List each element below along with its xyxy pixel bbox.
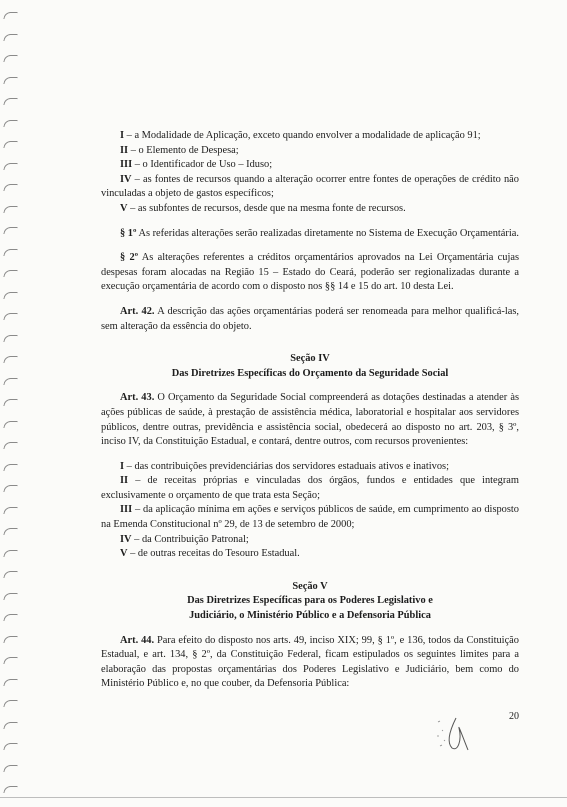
binding-ring-mark <box>3 743 17 750</box>
page-number: 20 <box>509 711 519 722</box>
list-item: II – o Elemento de Despesa; <box>120 144 239 156</box>
list-item: III – da aplicação mínima em ações e serviços públicos de saúde, em cumprimento ao disposto na Emenda Constitucional nº 29, de 13 de setembro de 2000; <box>101 504 519 531</box>
binding-ring-mark <box>3 55 17 62</box>
section-5-title: Seção V <box>292 580 328 592</box>
binding-ring-mark <box>3 700 17 707</box>
binding-ring-mark <box>3 163 17 170</box>
binding-ring-mark <box>3 464 17 471</box>
binding-ring-mark <box>3 378 17 385</box>
list-item: V – as subfontes de recursos, desde que na mesma fonte de recursos. <box>120 202 406 214</box>
binding-ring-mark <box>3 442 17 449</box>
binding-ring-mark <box>3 614 17 621</box>
binding-ring-mark <box>3 528 17 535</box>
list-item: III – o Identificador de Uso – Iduso; <box>120 159 273 171</box>
binding-marks <box>0 0 26 807</box>
document-body <box>101 129 519 692</box>
article-44: Art. 44. Para efeito do disposto nos arts. 49, inciso XIX; 99, § 1º, e 136, todos da Constituição Estadual, e art. 134, § 2º, da Constituição Federal, ficam estipulados os seguintes limites para a elaboração das propostas orçamentárias dos Poderes Legislativo e Judiciário, bem como do Ministério Público e, no que couber, da Defensoria Pública: <box>101 634 519 690</box>
binding-ring-mark <box>3 550 17 557</box>
binding-ring-mark <box>3 507 17 514</box>
list-item: V – de outras receitas do Tesouro Estadual. <box>120 548 300 560</box>
handwritten-initials-mark <box>428 700 488 760</box>
article-43: Art. 43. O Orçamento da Seguridade Social compreenderá as dotações destinadas a atender às ações públicas de saúde, à prestação de assistência médica, laboratorial e hospitalar aos servidores públicos, dentre outras, previdência e assistência social, obedecerá ao disposto no art. 203, § 3º, inciso IV, da Constituição Estadual, e contará, dentre outros, com recursos provenientes: <box>101 392 519 448</box>
binding-ring-mark <box>3 485 17 492</box>
binding-ring-mark <box>3 421 17 428</box>
binding-ring-mark <box>3 786 17 793</box>
list-item: I – a Modalidade de Aplicação, exceto quando envolver a modalidade de aplicação 91; <box>120 130 481 141</box>
binding-ring-mark <box>3 77 17 84</box>
binding-ring-mark <box>3 292 17 299</box>
section-5-subtitle-line-2: Judiciário, o Ministério Público e a Defensoria Pública <box>189 610 431 622</box>
binding-ring-mark <box>3 313 17 320</box>
binding-ring-mark <box>3 765 17 772</box>
section-4-title: Seção IV <box>290 353 330 365</box>
binding-ring-mark <box>3 657 17 664</box>
binding-ring-mark <box>3 679 17 686</box>
binding-ring-mark <box>3 141 17 148</box>
list-item: IV – da Contribuição Patronal; <box>120 533 249 545</box>
binding-ring-mark <box>3 206 17 213</box>
binding-ring-mark <box>3 120 17 127</box>
binding-ring-mark <box>3 571 17 578</box>
binding-ring-mark <box>3 98 17 105</box>
binding-ring-mark <box>3 184 17 191</box>
binding-ring-mark <box>3 270 17 277</box>
binding-ring-mark <box>3 12 17 19</box>
binding-ring-mark <box>3 356 17 363</box>
article-42: Art. 42. A descrição das ações orçamentárias poderá ser renomeada para melhor qualificá-las, sem alteração da essência do objeto. <box>101 305 519 332</box>
binding-ring-mark <box>3 399 17 406</box>
binding-ring-mark <box>3 34 17 41</box>
list-item: IV – as fontes de recursos quando a alteração ocorrer entre fontes de operações de crédito não vinculadas a objeto de gastos específicos; <box>101 173 519 200</box>
binding-ring-mark <box>3 722 17 729</box>
section-4-subtitle: Das Diretrizes Específicas do Orçamento da Seguridade Social <box>171 367 449 379</box>
paragraph-2: § 2º As alterações referentes a créditos orçamentários aprovados na Lei Orçamentária cujas despesas foram alocadas na Região 15 – Estado do Ceará, poderão ser regionalizadas durante a execução orçamentária de acordo com o disposto nos §§ 14 e 15 do art. 10 desta Lei. <box>101 252 520 293</box>
list-item: II – de receitas próprias e vinculadas dos órgãos, fundos e entidades que integram exclusivamente o orçamento de que trata esta Seção; <box>101 475 519 501</box>
section-5-subtitle-line-1: Das Diretrizes Específicas para os Poderes Legislativo e <box>187 595 433 607</box>
page-bottom-edge <box>0 797 567 798</box>
list-item: I – das contribuições previdenciárias dos servidores estaduais ativos e inativos; <box>120 460 449 472</box>
binding-ring-mark <box>3 335 17 342</box>
binding-ring-mark <box>3 227 17 234</box>
paragraph-1: § 1º As referidas alterações serão realizadas diretamente no Sistema de Execução Orçamentária. <box>120 227 519 239</box>
binding-ring-mark <box>3 249 17 256</box>
binding-ring-mark <box>3 593 17 600</box>
binding-ring-mark <box>3 636 17 643</box>
